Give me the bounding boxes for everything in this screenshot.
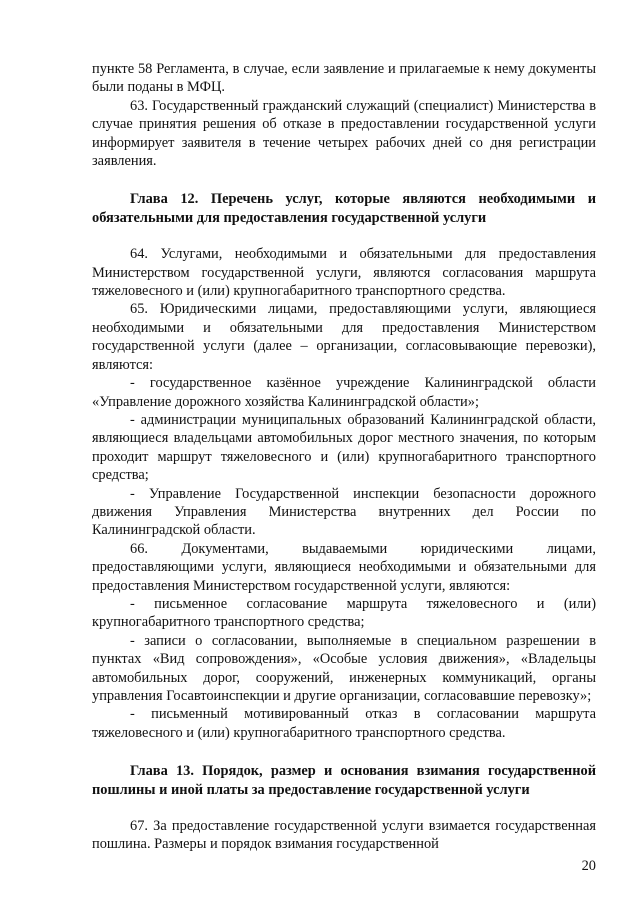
paragraph-65-item-3: - Управление Государственной инспекции безопасности дорожного движения Управления Министерства внутренних дел России по Калининградской области. bbox=[92, 485, 596, 539]
paragraph-continuation: пункте 58 Регламента, в случае, если заявление и прилагаемые к нему документы были поданы в МФЦ. bbox=[92, 61, 596, 96]
paragraph-65-item-1: - государственное казённое учреждение Калининградской области «Управление дорожного хозяйства Калининградской области»; bbox=[92, 375, 596, 410]
paragraph-66: 66. Документами, выдаваемыми юридическими лицами, предоставляющими услуги, являющиеся необходимыми и обязательными для предоставления Министерством государственной услуги, являются: bbox=[92, 540, 596, 594]
chapter-13-heading: Глава 13. Порядок, размер и основания взимания государственной пошлины и иной платы за предоставление государственной услуги bbox=[92, 763, 596, 798]
document-page bbox=[92, 60, 596, 854]
paragraph-66-item-1: - письменное согласование маршрута тяжеловесного и (или) крупногабаритного транспортного средства; bbox=[92, 595, 596, 631]
chapter-12-heading: Глава 12. Перечень услуг, которые являются необходимыми и обязательными для предоставления государственной услуги bbox=[92, 191, 596, 226]
spacer bbox=[92, 170, 596, 190]
paragraph-65: 65. Юридическими лицами, предоставляющими услуги, являющиеся необходимыми и обязательными для предоставления Министерством государственной услуги (далее – организации, согласовывающие перевозки), являются: bbox=[92, 301, 596, 373]
paragraph-64: 64. Услугами, необходимыми и обязательными для предоставления Министерством государственной услуги, являются согласования маршрута тяжеловесного и (или) крупногабаритного транспортного средства. bbox=[92, 246, 596, 300]
spacer bbox=[92, 799, 596, 817]
spacer bbox=[92, 227, 596, 245]
page-number: 20 bbox=[581, 858, 596, 874]
paragraph-65-item-2: - администрации муниципальных образований Калининградской области, являющиеся владельцами автомобильных дорог местного значения, по которым проходит маршрут тяжеловесного и (или) крупногабаритного транспортного средства; bbox=[92, 411, 596, 484]
spacer bbox=[92, 742, 596, 762]
paragraph-63: 63. Государственный гражданский служащий (специалист) Министерства в случае принятия решения об отказе в предоставлении государственной услуги информирует заявителя в течение четырех рабочих дней со дня регистрации заявления. bbox=[92, 97, 596, 170]
paragraph-67: 67. За предоставление государственной услуги взимается государственная пошлина. Размеры и порядок взимания государственной bbox=[92, 818, 596, 853]
paragraph-66-item-3: - письменный мотивированный отказ в согласовании маршрута тяжеловесного и (или) крупногабаритного транспортного средства. bbox=[92, 706, 596, 741]
paragraph-66-item-2: - записи о согласовании, выполняемые в специальном разрешении в пунктах «Вид сопровождения», «Особые условия движения», «Владельцы автомобильных дорог, сооружений, инженерных коммуникаций, органы управления Госавтоинспекции и другие организации, согласовавшие перевозку»; bbox=[92, 632, 596, 704]
